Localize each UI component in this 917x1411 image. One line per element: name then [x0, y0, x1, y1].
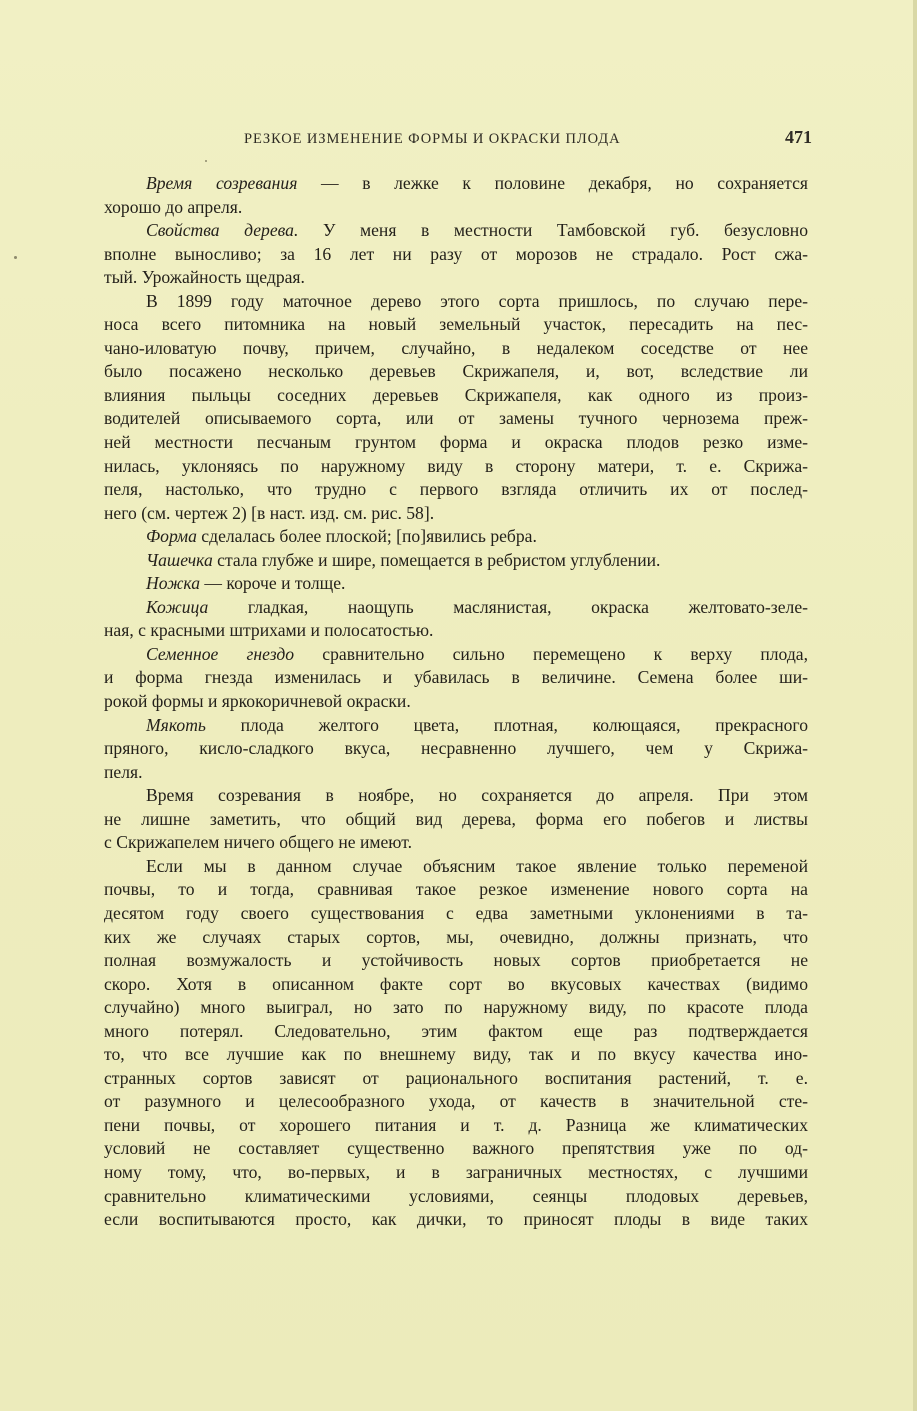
- text-line: [104, 290, 808, 314]
- text-segment: не лишне заметить, что общий вид дерева, форма его побегов и листвы: [104, 808, 808, 829]
- text-line: [104, 266, 808, 290]
- text-segment: скоро. Хотя в описанном факте сорт во вкусовых качествах (видимо: [104, 973, 808, 994]
- text-line: [104, 1185, 808, 1209]
- text-segment: рокой формы и яркокоричневой окраски.: [104, 691, 411, 712]
- text-line: [104, 808, 808, 832]
- text-line: [104, 172, 808, 196]
- text-segment: гладкая, наощупь маслянистая, окраска желтовато-зеле-: [208, 596, 808, 617]
- text-segment: Если мы в данном случае объясним такое явление только переменой: [146, 855, 808, 876]
- text-segment: — в лежке к половине декабря, но сохраняется: [297, 173, 808, 193]
- text-line: [104, 1137, 808, 1161]
- text-segment: В 1899 году маточное дерево этого сорта пришлось, по случаю пере-: [146, 290, 808, 311]
- text-segment: много потерял. Следовательно, этим фактом еще раз подтверждается: [104, 1020, 808, 1041]
- italic-term: Ножка: [146, 573, 201, 594]
- text-line: [104, 643, 808, 667]
- page-number: 471: [785, 127, 812, 147]
- text-segment: от разумного и целесообразного ухода, от качеств в значительной сте-: [104, 1091, 808, 1112]
- text-line: [104, 549, 808, 573]
- text-line: [104, 1161, 808, 1185]
- text-segment: пени почвы, от хорошего питания и т. д. Разница же климатических: [104, 1114, 808, 1135]
- text-line: [104, 1020, 808, 1044]
- text-segment: то, что все лучшие как по внешнему виду, так и по вкусу качества ино-: [104, 1044, 808, 1065]
- text-segment: ная, с красными штрихами и полосатостью.: [104, 620, 434, 641]
- body-text: [104, 172, 808, 1232]
- text-line: [104, 831, 808, 855]
- text-segment: водителей описываемого сорта, или от замены тучного чернозема преж-: [104, 408, 808, 429]
- text-segment: плода желтого цвета, плотная, колющаяся, прекрасного: [205, 714, 808, 735]
- text-segment: тый. Урожайность щедрая.: [104, 267, 305, 288]
- text-segment: с Скрижапелем ничего общего не имеют.: [104, 832, 412, 853]
- text-segment: и форма гнезда изменилась и убавилась в величине. Семена более ши-: [104, 667, 808, 688]
- text-segment: случайно) много выиграл, но зато по наружному виду, по красоте плода: [104, 997, 808, 1018]
- text-segment: вполне выносливо; за 16 лет ни разу от морозов не страдало. Рост сжа-: [104, 243, 808, 264]
- text-segment: хорошо до апреля.: [104, 196, 243, 217]
- text-line: [104, 431, 808, 455]
- text-line: [104, 196, 808, 220]
- text-segment: пеля, настолько, что трудно с первого взгляда отличить их от послед-: [104, 479, 808, 500]
- text-line: [104, 572, 808, 596]
- text-segment: стала глубже и шире, помещается в ребристом углублении.: [212, 549, 661, 570]
- text-line: [104, 1208, 808, 1232]
- text-segment: пеля.: [104, 761, 143, 782]
- text-line: [104, 619, 808, 643]
- text-line: [104, 360, 808, 384]
- text-segment: чано-иловатую почву, причем, случайно, в недалеком соседстве от нее: [104, 337, 808, 358]
- text-segment: ких же случаях старых сортов, мы, очевидно, должны признать, что: [104, 926, 808, 947]
- text-line: [104, 714, 808, 738]
- text-line: [104, 761, 808, 785]
- text-segment: условий не составляет существенно важного препятствия уже по од-: [104, 1138, 808, 1159]
- text-segment: почвы, то и тогда, сравнивая такое резкое изменение нового сорта на: [104, 879, 808, 900]
- text-line: [104, 666, 808, 690]
- text-segment: полная возмужалость и устойчивость новых сортов приобретается не: [104, 950, 808, 971]
- text-line: [104, 1114, 808, 1138]
- text-line: [104, 337, 808, 361]
- text-segment: Время созревания в ноябре, но сохраняется до апреля. При этом: [146, 785, 808, 806]
- text-line: [104, 690, 808, 714]
- text-line: [104, 973, 808, 997]
- text-segment: сравнительно климатическими условиями, сеянцы плодовых деревьев,: [104, 1185, 808, 1206]
- italic-term: Мякоть: [146, 714, 206, 735]
- text-segment: него (см. чертеж 2) [в наст. изд. см. рис. 58].: [104, 502, 435, 523]
- text-line: [104, 855, 808, 879]
- text-line: [104, 1067, 808, 1091]
- text-segment: ней местности песчаным грунтом форма и окраска плодов резко изме-: [104, 432, 808, 453]
- text-line: [104, 596, 808, 620]
- text-line: [104, 996, 808, 1020]
- running-head: РЕЗКОЕ ИЗМЕНЕНИЕ ФОРМЫ И ОКРАСКИ ПЛОДА: [244, 131, 621, 147]
- italic-term: Кожица: [146, 596, 209, 617]
- text-segment: пряного, кисло-сладкого вкуса, несравненно лучшего, чем у Скрижа-: [104, 738, 808, 759]
- text-line: [104, 525, 808, 549]
- text-line: [104, 878, 808, 902]
- text-segment: влияния пыльцы соседних деревьев Скрижапеля, как одного из произ-: [104, 384, 808, 405]
- text-line: [104, 455, 808, 479]
- text-segment: — короче и толще.: [200, 573, 346, 594]
- text-line: [104, 384, 808, 408]
- text-segment: носа всего питомника на новый земельный участок, пересадить на пес-: [104, 314, 808, 335]
- italic-term: Чашечка: [146, 549, 213, 570]
- italic-term: Свойства дерева.: [146, 220, 299, 241]
- text-line: [104, 502, 808, 526]
- text-segment: странных сортов зависят от рационального воспитания растений, т. е.: [104, 1067, 808, 1088]
- italic-term: Время созревания: [146, 173, 298, 193]
- text-line: [104, 243, 808, 267]
- text-line: [104, 784, 808, 808]
- text-line: [104, 407, 808, 431]
- text-segment: ному тому, что, во-первых, и в заграничных местностях, с лучшими: [104, 1161, 808, 1182]
- text-segment: было посажено несколько деревьев Скрижапеля, и, вот, вследствие ли: [104, 361, 808, 382]
- margin-speck: [205, 160, 207, 162]
- text-segment: десятом году своего существования с едва заметными уклонениями в та-: [104, 902, 808, 923]
- italic-term: Семенное гнездо: [146, 643, 295, 664]
- text-segment: У меня в местности Тамбовской губ. безусловно: [298, 220, 808, 241]
- text-line: [104, 1090, 808, 1114]
- text-line: [104, 1043, 808, 1067]
- margin-speck: [14, 256, 17, 259]
- text-line: [104, 926, 808, 950]
- text-line: [104, 219, 808, 243]
- text-segment: сравнительно сильно перемещено к верху плода,: [294, 643, 808, 664]
- text-segment: сделалась более плоской; [по]явились ребра.: [196, 526, 537, 547]
- text-line: [104, 902, 808, 926]
- text-line: [104, 313, 808, 337]
- italic-term: Форма: [146, 526, 197, 547]
- text-line: [104, 478, 808, 502]
- text-segment: если воспитываются просто, как дички, то приносят плоды в виде таких: [104, 1209, 808, 1230]
- text-line: [104, 949, 808, 973]
- text-line: [104, 737, 808, 761]
- text-segment: нилась, уклоняясь по наружному виду в сторону матери, т. е. Скрижа-: [104, 455, 808, 476]
